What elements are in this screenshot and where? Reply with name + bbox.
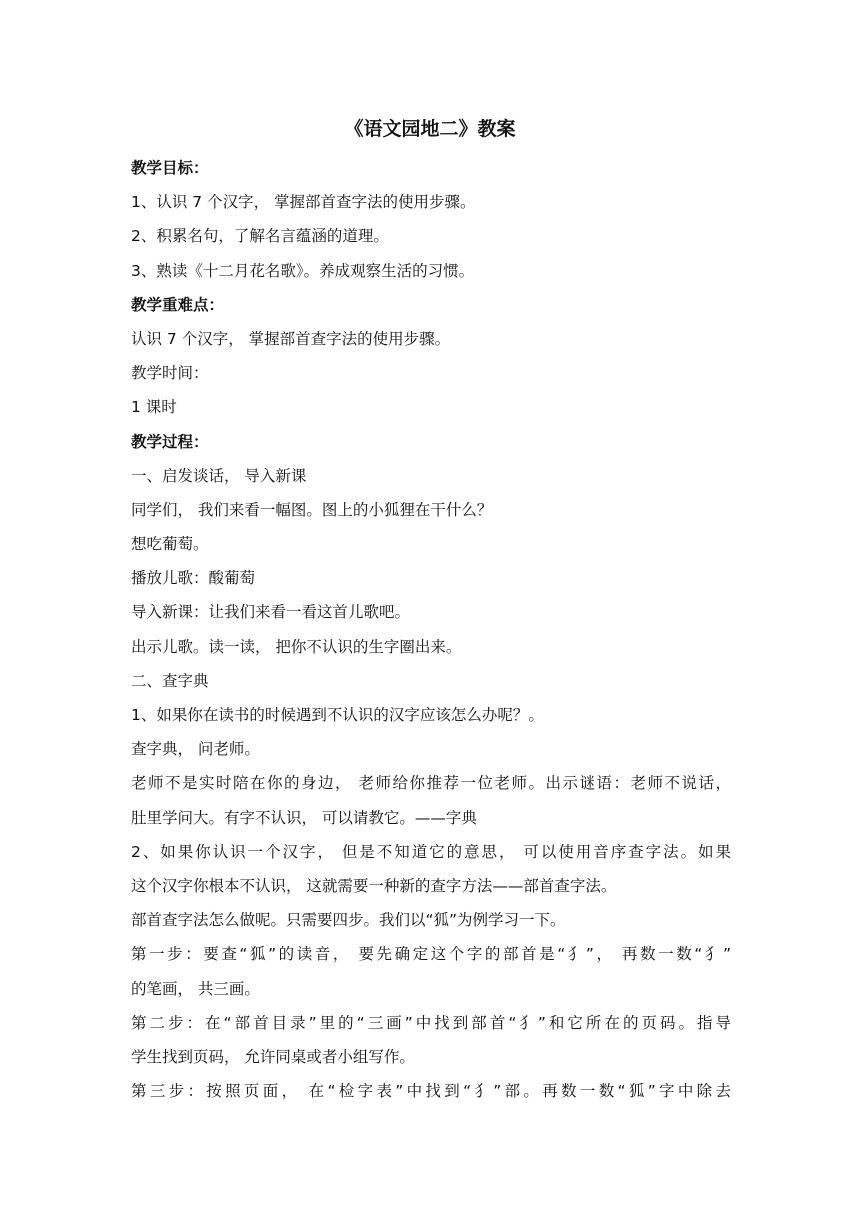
paragraph-line: 第三步：按照页面， 在“检字表”中找到“犭”部。再数一数“狐”字中除去	[131, 1082, 731, 1101]
paragraph-line: 学生找到页码， 允许同桌或者小组写作。	[131, 1047, 415, 1066]
paragraph-line: 想吃葡萄。	[131, 535, 209, 554]
paragraph-line: 肚里学问大。有字不认识， 可以请教它。——字典	[131, 808, 477, 827]
paragraph-line: 认识 7 个汉字， 掌握部首查字法的使用步骤。	[131, 329, 451, 348]
paragraph-line: 一、启发谈话， 导入新课	[131, 466, 307, 485]
section-heading: 教学重难点：	[131, 295, 225, 314]
paragraph-line: 第一步：要查“狐”的读音， 要先确定这个字的部首是“犭”， 再数一数“犭”	[131, 945, 731, 964]
section-heading: 教学目标：	[131, 159, 209, 177]
paragraph-line: 1、如果你在读书的时候遇到不认识的汉字应该怎么办呢？。	[131, 706, 544, 724]
paragraph-line: 的笔画， 共三画。	[131, 979, 260, 998]
paragraph-line: 出示儿歌。读一读， 把你不认识的生字圈出来。	[131, 637, 462, 656]
paragraph-line: 部首查字法怎么做呢。只需要四步。我们以“狐”为例学习一下。	[131, 911, 566, 930]
paragraph-line: 这个汉字你根本不认识， 这就需要一种新的查字方法——部首查字法。	[131, 876, 617, 895]
paragraph-line: 1 课时	[131, 398, 177, 417]
paragraph-line: 二、查字典	[131, 671, 209, 690]
paragraph-line: 教学时间：	[131, 364, 209, 383]
paragraph-line: 2、如果你认识一个汉字， 但是不知道它的意思， 可以使用音序查字法。如果	[131, 842, 731, 861]
paragraph-line: 老师不是实时陪在你的身边， 老师给你推荐一位老师。出示谜语：老师不说话，	[131, 774, 731, 793]
paragraph-line: 2、积累名句，了解名言蕴涵的道理。	[131, 227, 389, 246]
paragraph-line: 同学们， 我们来看一幅图。图上的小狐狸在干什么？	[131, 500, 493, 519]
section-heading: 教学过程：	[131, 432, 209, 451]
paragraph-line: 查字典， 问老师。	[131, 740, 260, 759]
paragraph-line: 第二步：在“部首目录”里的“三画”中找到部首“犭”和它所在的页码。指导	[131, 1013, 731, 1032]
paragraph-line: 1、认识 7 个汉字， 掌握部首查字法的使用步骤。	[131, 193, 476, 212]
paragraph-line: 播放儿歌：酸葡萄	[131, 569, 256, 588]
document-lines	[131, 151, 731, 1108]
paragraph-line: 导入新课：让我们来看一看这首儿歌吧。	[131, 603, 411, 622]
document-body	[131, 112, 731, 1108]
document-title: 《语文园地二》教案	[344, 118, 516, 140]
paragraph-line: 3、熟读《十二月花名歌》。养成观察生活的习惯。	[131, 261, 475, 280]
